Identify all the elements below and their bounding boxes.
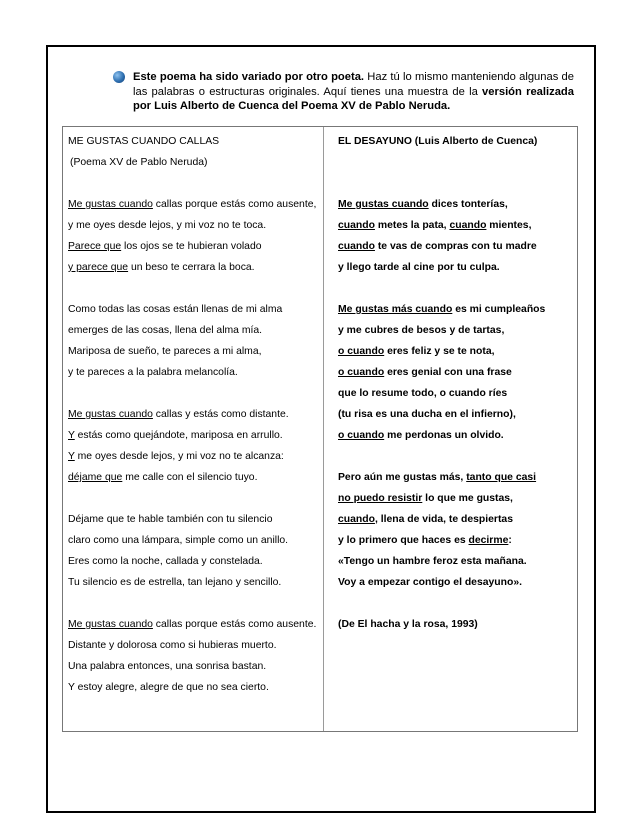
verse-line: y te pareces a la palabra melancolía. — [68, 367, 238, 378]
verse-line: o cuando eres genial con una frase — [338, 367, 512, 378]
verse-line: Tu silencio es de estrella, tan lejano y sencillo. — [68, 577, 282, 588]
poem-title: EL DESAYUNO (Luis Alberto de Cuenca) — [338, 136, 538, 147]
verse-line: y llego tarde al cine por tu culpa. — [338, 262, 500, 273]
instructions — [112, 70, 574, 114]
verse-line: Déjame que te hable también con tu silencio — [68, 514, 273, 525]
verse-line: que lo resume todo, o cuando ríes — [338, 388, 508, 399]
verse-line: Como todas las cosas están llenas de mi alma — [68, 304, 283, 315]
verse-line: y me oyes desde lejos, y mi voz no te toca. — [68, 220, 267, 231]
verse-line: Me gustas más cuando es mi cumpleaños — [338, 304, 546, 315]
verse-line: cuando te vas de compras con tu madre — [338, 241, 537, 252]
verse-line: cuando, llena de vida, te despiertas — [338, 514, 513, 525]
verse-line: Me gustas cuando callas porque estás como ausente, — [68, 199, 317, 210]
verse-line: (tu risa es una ducha en el infierno), — [338, 409, 516, 420]
instructions-lead: Este poema ha sido variado por otro poeta. — [133, 71, 365, 83]
verse-line: o cuando me perdonas un olvido. — [338, 430, 504, 441]
verse-line: Y estoy alegre, alegre de que no sea cierto. — [68, 682, 269, 693]
column-divider — [323, 127, 324, 731]
verse-line: y me cubres de besos y de tartas, — [338, 325, 505, 336]
verse-line: Parece que los ojos se te hubieran volado — [68, 241, 262, 252]
verse-line: Mariposa de sueño, te pareces a mi alma, — [68, 346, 262, 357]
verse-line: Voy a empezar contigo el desayuno». — [338, 577, 523, 588]
verse-line: déjame que me calle con el silencio tuyo. — [68, 472, 258, 483]
verse-line: Y estás como quejándote, mariposa en arrullo. — [68, 430, 283, 441]
verse-line: y lo primero que haces es decirme: — [338, 535, 512, 546]
poem-source: (De El hacha y la rosa, 1993) — [338, 619, 478, 630]
verse-line: Me gustas cuando callas porque estás como ausente. — [68, 619, 317, 630]
instructions-version: versión realizada por Luis Alberto de Cuenca del Poema XV de Pablo Neruda. — [133, 85, 574, 112]
verse-line: cuando metes la pata, cuando mientes, — [338, 220, 532, 231]
verse-line: claro como una lámpara, simple como un anillo. — [68, 535, 289, 546]
verse-line: Pero aún me gustas más, tanto que casi — [338, 472, 537, 483]
poem-variation — [338, 134, 574, 638]
poem-subtitle: (Poema XV de Pablo Neruda) — [70, 157, 208, 168]
poem-original — [68, 134, 318, 701]
instructions-body: Haz tú lo mismo manteniendo algunas de las palabras o estructuras originales. Aquí tienes una muestra de la — [133, 71, 574, 98]
verse-line: Eres como la noche, callada y constelada. — [68, 556, 263, 567]
verse-line: Me gustas cuando dices tonterías, — [338, 199, 508, 210]
poem-title: ME GUSTAS CUANDO CALLAS — [68, 136, 220, 147]
verse-line: Una palabra entonces, una sonrisa bastan. — [68, 661, 267, 672]
verse-line: no puedo resistir lo que me gustas, — [338, 493, 513, 504]
verse-line: emerges de las cosas, llena del alma mía. — [68, 325, 263, 336]
verse-line: y parece que un beso te cerrara la boca. — [68, 262, 255, 273]
verse-line: Y me oyes desde lejos, y mi voz no te alcanza: — [68, 451, 284, 462]
verse-line: «Tengo un hambre feroz esta mañana. — [338, 556, 527, 567]
verse-line: Me gustas cuando callas y estás como distante. — [68, 409, 289, 420]
verse-line: Distante y dolorosa como si hubieras muerto. — [68, 640, 277, 651]
verse-line: o cuando eres feliz y se te nota, — [338, 346, 495, 357]
